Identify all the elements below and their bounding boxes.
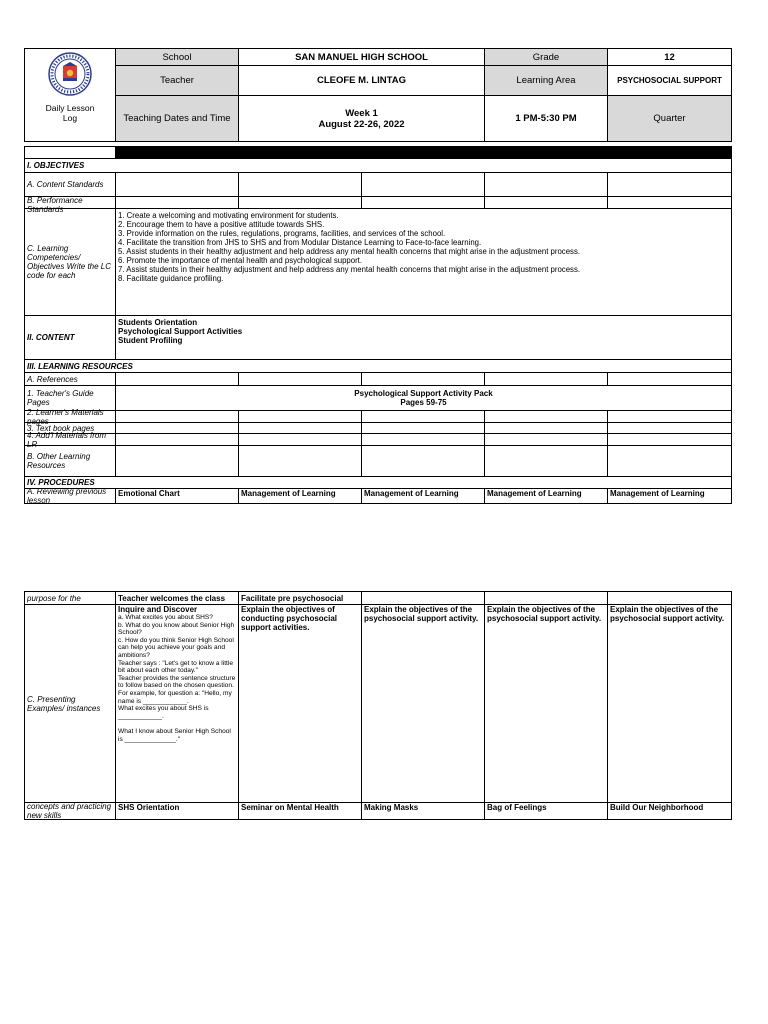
competency-item: 8. Facilitate guidance profiling. bbox=[118, 274, 224, 283]
discussing-text: concepts and practicing new skills bbox=[27, 801, 112, 820]
cell bbox=[116, 173, 239, 197]
cell bbox=[362, 373, 485, 386]
competencies-list bbox=[116, 209, 732, 316]
week-line: Week 1 bbox=[345, 107, 378, 119]
learning-area-value: PSYCHOSOCIAL SUPPORT bbox=[608, 66, 732, 96]
reviewing-cell: Management of Learning bbox=[362, 489, 485, 504]
cell bbox=[485, 173, 608, 197]
purpose-cell bbox=[362, 592, 485, 605]
cell bbox=[485, 411, 608, 423]
additional-materials-label bbox=[25, 431, 116, 449]
presenting-col1 bbox=[116, 605, 239, 803]
cell bbox=[239, 434, 362, 446]
lesson-table bbox=[24, 146, 732, 504]
purpose-label: purpose for the bbox=[25, 592, 116, 605]
cell bbox=[485, 434, 608, 446]
cell bbox=[116, 373, 239, 386]
grade-value: 12 bbox=[608, 49, 732, 66]
competencies-label: C. Learning Competencies/ Objectives Write the LC code for each bbox=[25, 209, 116, 316]
cell bbox=[608, 197, 732, 209]
school-value: SAN MANUEL HIGH SCHOOL bbox=[239, 49, 485, 66]
discussing-label bbox=[25, 803, 116, 820]
competency-item: 6. Promote the importance of mental health and psychological support. bbox=[118, 256, 363, 265]
learning-resources-heading: III. LEARNING RESOURCES bbox=[25, 360, 732, 373]
cell bbox=[116, 446, 239, 477]
date-range: August 22-26, 2022 bbox=[318, 118, 405, 130]
purpose-cell bbox=[608, 592, 732, 605]
inquire-discover-title: Inquire and Discover bbox=[118, 605, 198, 614]
purpose-cell bbox=[485, 592, 608, 605]
purpose-cell: Facilitate pre psychosocial bbox=[239, 592, 362, 605]
content-standards-label: A. Content Standards bbox=[25, 173, 116, 197]
header-table bbox=[24, 48, 732, 142]
daily-lesson-log-label: Daily Lesson Log bbox=[45, 103, 95, 123]
procedures-table-continued bbox=[24, 591, 732, 820]
textbook-label: 3. Text book pages bbox=[25, 423, 116, 434]
content-list bbox=[116, 316, 732, 360]
teaching-dates-label: Teaching Dates and Time bbox=[116, 96, 239, 142]
competency-item: 1. Create a welcoming and motivating environment for students. bbox=[118, 211, 339, 220]
content-item: Student Profiling bbox=[118, 336, 183, 345]
cell bbox=[608, 423, 732, 434]
school-label: School bbox=[116, 49, 239, 66]
cell bbox=[116, 197, 239, 209]
performance-standards-label bbox=[25, 196, 116, 214]
cell bbox=[485, 423, 608, 434]
guide-title: Psychological Support Activity Pack bbox=[354, 389, 493, 398]
learning-area-label: Learning Area bbox=[485, 66, 608, 96]
cell bbox=[239, 446, 362, 477]
cell bbox=[239, 173, 362, 197]
cell bbox=[485, 446, 608, 477]
discussing-cell: Build Our Neighborhood bbox=[608, 803, 732, 820]
reviewing-label bbox=[25, 489, 116, 504]
cell bbox=[116, 423, 239, 434]
logo-cell bbox=[25, 49, 116, 142]
additional-materials-text: 4. Add'l Materials from LR bbox=[27, 431, 107, 449]
reviewing-cell: Management of Learning bbox=[485, 489, 608, 504]
content-item: Students Orientation bbox=[118, 318, 198, 327]
purpose-cell: Teacher welcomes the class bbox=[116, 592, 239, 605]
cell bbox=[362, 411, 485, 423]
quarter-label: Quarter bbox=[608, 96, 732, 142]
competency-item: 4. Facilitate the transition from JHS to SHS and from Modular Distance Learning to Face-to-face learning. bbox=[118, 238, 482, 247]
content-heading: II. CONTENT bbox=[25, 316, 116, 360]
cell bbox=[608, 411, 732, 423]
learners-materials-text: 2. Learner's Materials pages bbox=[27, 408, 104, 426]
black-bar-blank bbox=[25, 147, 116, 159]
cell bbox=[362, 423, 485, 434]
performance-standards-text: B. Performance Standards bbox=[27, 196, 83, 214]
competency-item: 3. Provide information on the rules, regulations, programs, facilities, and services of the school. bbox=[118, 229, 446, 238]
guide-pages: Pages 59-75 bbox=[400, 398, 447, 407]
teacher-value: CLEOFE M. LINTAG bbox=[239, 66, 485, 96]
cell bbox=[485, 373, 608, 386]
cell bbox=[362, 173, 485, 197]
learners-materials-label bbox=[25, 408, 116, 426]
reviewing-cell: Management of Learning bbox=[608, 489, 732, 504]
cell bbox=[362, 446, 485, 477]
guide-value-cell bbox=[116, 386, 732, 411]
cell bbox=[485, 197, 608, 209]
cell bbox=[239, 197, 362, 209]
references-label: A. References bbox=[25, 373, 116, 386]
presenting-label: C. Presenting Examples/ instances bbox=[25, 605, 116, 803]
cell bbox=[608, 446, 732, 477]
competency-item: 5. Assist students in their healthy adjustment and help address any mental health concerns that might arise in the adjustment process. bbox=[118, 247, 581, 256]
cell bbox=[239, 411, 362, 423]
grade-label: Grade bbox=[485, 49, 608, 66]
presenting-col3: Explain the objectives of the psychosocial support activity. bbox=[362, 605, 485, 803]
cell bbox=[608, 173, 732, 197]
reviewing-cell: Emotional Chart bbox=[116, 489, 239, 504]
presenting-col2: Explain the objectives of conducting psychosocial support activities. bbox=[239, 605, 362, 803]
black-day-bar bbox=[116, 147, 732, 159]
procedures-heading: IV. PROCEDURES bbox=[25, 477, 732, 489]
reviewing-text: A. Reviewing previous lesson bbox=[27, 487, 107, 505]
cell bbox=[362, 434, 485, 446]
other-resources-label: B. Other Learning Resources bbox=[25, 446, 116, 477]
presenting-col4: Explain the objectives of the psychosocial support activity. bbox=[485, 605, 608, 803]
discussing-cell: Bag of Feelings bbox=[485, 803, 608, 820]
discussing-cell: Making Masks bbox=[362, 803, 485, 820]
teachers-guide-label: 1. Teacher's Guide Pages bbox=[25, 386, 116, 411]
cell bbox=[116, 434, 239, 446]
cell bbox=[239, 423, 362, 434]
week-cell bbox=[239, 96, 485, 142]
content-item: Psychological Support Activities bbox=[118, 327, 243, 336]
discussing-cell: SHS Orientation bbox=[116, 803, 239, 820]
cell bbox=[116, 411, 239, 423]
time-value: 1 PM-5:30 PM bbox=[485, 96, 608, 142]
reviewing-cell: Management of Learning bbox=[239, 489, 362, 504]
competency-item: 2. Encourage them to have a positive attitude towards SHS. bbox=[118, 220, 325, 229]
cell bbox=[362, 197, 485, 209]
inquire-discover-body: a. What excites you about SHS? b. What do you know about Senior High School? c. How do you think Senior High School can help you achieve your goals and ambitions? Teacher says : "Let's get to know a little bit about each other today." Teacher provides the sentence structure to follow based on the chosen question. For example, for question a: "Hello, my name is ____________. What excites you about SHS is ____________. What I know about Senior High School is ______________." bbox=[118, 614, 236, 743]
cell bbox=[608, 373, 732, 386]
cell bbox=[608, 434, 732, 446]
deped-seal-icon bbox=[48, 52, 92, 96]
presenting-col5: Explain the objectives of the psychosocial support activity. bbox=[608, 605, 732, 803]
competency-item: 7. Assist students in their healthy adjustment and help address any mental health concerns that might arise in the adjustment process. bbox=[118, 265, 581, 274]
objectives-heading: I. OBJECTIVES bbox=[25, 159, 732, 173]
discussing-cell: Seminar on Mental Health bbox=[239, 803, 362, 820]
teacher-label: Teacher bbox=[116, 66, 239, 96]
cell bbox=[239, 373, 362, 386]
